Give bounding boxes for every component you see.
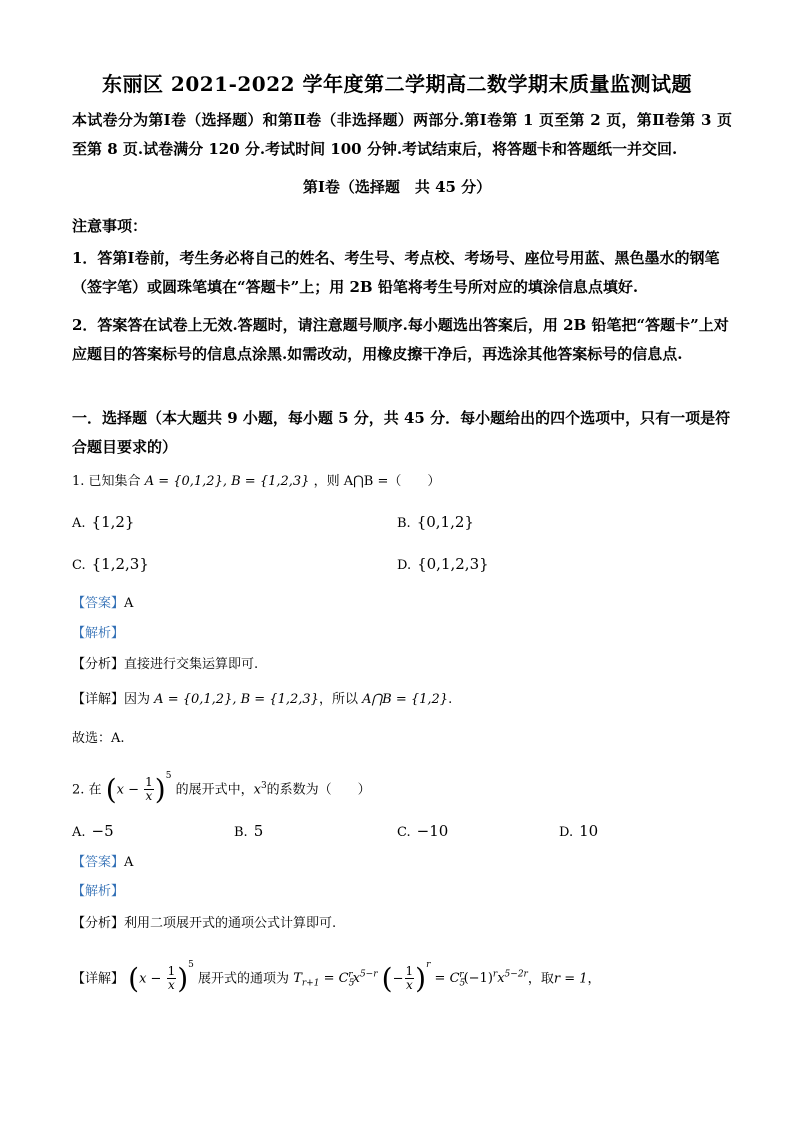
q1-fenxi: 【分析】直接进行交集运算即可. xyxy=(72,657,259,672)
q1-suffix: ，则 A⋂B =（ ） xyxy=(313,474,441,489)
q1-option-c: C. {1,2,3} xyxy=(72,555,149,573)
q2-fenxi: 【分析】利用二项展开式的通项公式计算即可. xyxy=(72,916,337,931)
q2-option-c: C. −10 xyxy=(397,822,449,840)
q1-answer: 【答案】A xyxy=(72,596,134,611)
q2-analysis xyxy=(72,882,124,902)
general-term-formula: $T_{r+1} = C_5^rx^{5-r}$ xyxy=(293,970,378,989)
exam-intro: 本试卷分为第Ⅰ卷（选择题）和第Ⅱ卷（非选择题）两部分.第Ⅰ卷第 1 页至第 2 页，第Ⅱ卷第 3 页至第 8 页.试卷满分 120 分.考试时间 100 分钟.考试结束后，将答题卡和答题纸一并交回. xyxy=(72,111,732,158)
answer-tag: 【答案】 xyxy=(72,596,125,611)
q1-detail: 【详解】因为 A = {0,1,2}, B = {1,2,3}，所以 A⋂B = {1,2}. xyxy=(72,692,453,707)
q1-prefix: 1. 已知集合 xyxy=(72,474,141,489)
q1-option-d: D. {0,1,2,3} xyxy=(397,555,489,573)
detail-tag: 【详解】 xyxy=(72,692,125,707)
q1-sets: A = {0,1,2}, B = {1,2,3} xyxy=(144,474,310,489)
fenxi-tag: 【分析】 xyxy=(72,657,125,672)
q2-option-a: A. −5 xyxy=(72,822,114,840)
question-2: 2. 在 (x − $\frac{1}{x}$ )$^5$ 的展开式中，$x^3$的系数为（ ） xyxy=(72,771,371,806)
question-1 xyxy=(72,472,440,492)
answer-tag: 【答案】 xyxy=(72,855,125,870)
detail-tag: 【详解】 xyxy=(72,971,125,987)
q1-option-b: B. {0,1,2} xyxy=(397,513,474,531)
notes-heading: 注意事项： xyxy=(72,217,148,235)
q2-option-d: D. 10 xyxy=(559,822,599,840)
part-1-heading: 一．选择题（本大题共 9 小题，每小题 5 分，共 45 分．每小题给出的四个选项中，只有一项是符合题目要求的） xyxy=(72,409,731,456)
q2-answer: 【答案】A xyxy=(72,855,134,870)
q2-option-b: B. 5 xyxy=(234,822,264,840)
analysis-tag: 【解析】 xyxy=(72,626,125,641)
q1-option-a: A. {1,2} xyxy=(72,513,135,531)
analysis-tag: 【解析】 xyxy=(72,884,125,899)
fenxi-tag: 【分析】 xyxy=(72,916,125,931)
q1-conclusion: 故选：A. xyxy=(72,731,125,746)
note-1: 1．答第Ⅰ卷前，考生务必将自己的姓名、考生号、考点校、考场号、座位号用蓝、黑色墨水的钢笔（签字笔）或圆珠笔填在“答题卡”上；用 2B 铅笔将考生号所对应的填涂信息点填好. xyxy=(72,249,720,296)
exam-title: 东丽区 2021-2022 学年度第二学期高二数学期末质量监测试题 xyxy=(101,72,693,96)
q1-analysis xyxy=(72,624,124,644)
q2-fraction: $\frac{1}{x}$ xyxy=(145,775,153,804)
note-2: 2．答案答在试卷上无效.答题时，请注意题号顺序.每小题选出答案后，用 2B 铅笔把“答题卡”上对应题目的答案标号的信息点涂黑.如需改动，用橡皮擦干净后，再选涂其他答案标号的信息点. xyxy=(72,316,729,363)
section-heading: 第Ⅰ卷（选择题 共 45 分） xyxy=(302,178,492,196)
q2-detail: 【详解】 (x − $\frac{1}{x}$ )$^5$ 展开式的通项为 $T_{r+1} = C_5^rx^{5-r}$ (− $\frac{1}{x}$ )$^r = C_5^r(-1)^rx^{5-2r}$，取r = 1， xyxy=(72,960,601,995)
